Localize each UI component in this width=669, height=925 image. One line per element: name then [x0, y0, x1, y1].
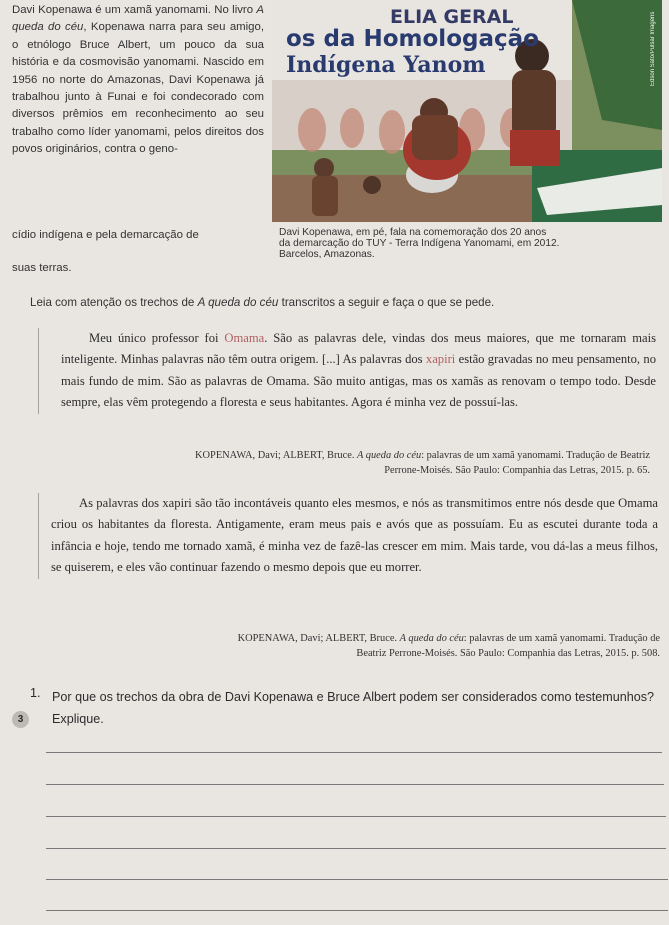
- excerpt-2-text: As palavras dos xapiri são tão incontáveis quanto eles mesmos, e nós as transmitimos entre nós desde que Omama criou os habitantes da floresta. Antigamente, eram meus pais e avós que as possuíam. Eu as escutei durante toda a infância e hoje, tendo me tornado xamã, é minha vez de fazê-las crescer em mim. Mais tarde, vou dá-las a meus filhos, se quiserem, e eles vão continuar fazendo o mesmo depois que eu morrer.: [51, 496, 658, 575]
- intro-text-rest: , Kopenawa narra para seu amigo, o etnólogo Bruce Albert, um pouco da sua história e da cosmovisão yanomami. Nascido em 1956 no norte do Amazonas, Davi Kopenawa já trabalhou junto à Funai e foi condecorado com diversos prêmios em reconhecimento ao seu trabalho como líder yanomami, pelos direitos dos povos originários, contra o geno-: [12, 21, 265, 156]
- excerpt-1-part2: . São as palavras dele, vindas dos meus maiores, que me tornaram mais inteligente. Minhas palavras não têm outra origem. [...] As palavras dos: [61, 331, 656, 367]
- reference-1-title: A queda do céu: [357, 450, 422, 461]
- photo-credit: Edson Sato/Pulsar Imagens: [650, 11, 656, 86]
- answer-line[interactable]: [46, 910, 668, 911]
- excerpt-1-text: [61, 328, 656, 414]
- excerpt-1-xapiri: xapiri: [425, 352, 456, 367]
- reference-2: [80, 631, 660, 661]
- reference-2-rest1: : palavras de um xamã yanomami. Tradução de: [463, 633, 660, 644]
- reading-instruction: [30, 296, 650, 309]
- excerpt-1-part3: estão gravadas no meu pensamento, no mais fundo de mim. São as palavras de Omama. São muito antigas, mas os xamãs as renovam o tempo todo. Desde sempre, elas vêm protegendo a floresta e seus habitantes. Agora é minha vez de possuí-las.: [61, 352, 656, 410]
- intro-end: suas terras.: [12, 262, 72, 274]
- caption-line2: da demarcação do TUY - Terra Indígena Yanomami, em 2012.: [279, 237, 560, 249]
- intro-tail: cídio indígena e pela demarcação de: [12, 229, 199, 241]
- answer-line[interactable]: [46, 752, 662, 753]
- answer-line[interactable]: [46, 848, 666, 849]
- photo-kopenawa-speech: [272, 0, 662, 222]
- instruction-start: Leia com atenção os trechos de: [30, 296, 198, 309]
- reference-2-authors: KOPENAWA, Davi; ALBERT, Bruce.: [237, 633, 400, 644]
- intro-paragraph: [12, 2, 264, 159]
- reference-1-rest1: : palavras de um xamã yanomami. Tradução de Beatriz: [421, 450, 650, 461]
- reference-1: [80, 448, 650, 478]
- excerpt-1: [38, 328, 656, 414]
- banner-line1: ELIA GERAL: [390, 6, 514, 28]
- intro-book-title: A queda do céu: [12, 4, 264, 34]
- caption-line1: Davi Kopenawa, em pé, fala na comemoração dos 20 anos: [279, 227, 547, 238]
- question-level-badge: 3: [12, 711, 29, 728]
- reference-2-line1: [80, 631, 660, 646]
- caption-line3: Barcelos, Amazonas.: [279, 248, 375, 260]
- photo-caption: [279, 228, 664, 260]
- answer-line[interactable]: [46, 816, 666, 817]
- photo-illustration: [272, 0, 662, 222]
- reference-1-line1: [80, 448, 650, 463]
- reference-1-authors: KOPENAWA, Davi; ALBERT, Bruce.: [195, 450, 358, 461]
- question-number: 1.: [30, 686, 41, 700]
- instruction-end: transcritos a seguir e faça o que se pede.: [278, 296, 495, 309]
- reference-2-title: A queda do céu: [399, 633, 464, 644]
- intro-text-start: Davi Kopenawa é um xamã yanomami. No livro: [12, 4, 257, 16]
- excerpt-2: [38, 493, 658, 579]
- instruction-title: A queda do céu: [197, 296, 279, 309]
- answer-line[interactable]: [46, 879, 668, 880]
- excerpt-1-part1: Meu único professor foi: [89, 331, 225, 345]
- reference-1-line2: Perrone-Moisés. São Paulo: Companhia das Letras, 2015. p. 65.: [384, 465, 650, 476]
- reference-2-line2: Beatriz Perrone-Moisés. São Paulo: Companhia das Letras, 2015. p. 508.: [356, 648, 660, 659]
- excerpt-1-omama: Omama: [224, 331, 265, 345]
- banner-line3: Indígena Yanom: [286, 52, 486, 78]
- question-text: Por que os trechos da obra de Davi Kopenawa e Bruce Albert podem ser considerados como testemunhos? Explique.: [52, 690, 655, 726]
- banner-line2: os da Homologação: [286, 26, 539, 52]
- answer-line[interactable]: [46, 784, 664, 785]
